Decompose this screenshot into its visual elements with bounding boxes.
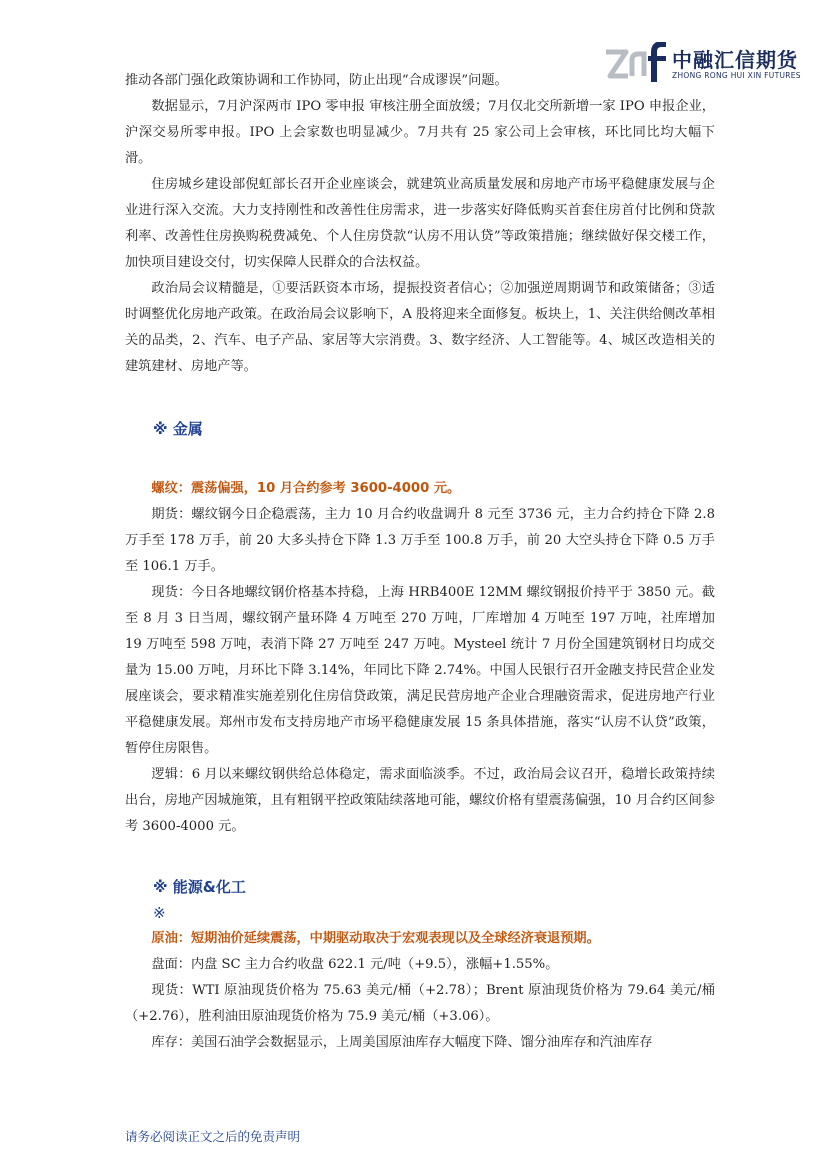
macro-paragraph-2: 数据显示，7月沪深两市 IPO 零申报 审核注册全面放缓；7月仅北交所新增一家 IPO 申报企业，沪深交易所零申报。IPO 上会家数也明显减少。7月共有 25 家公司上会审核，环比同比均大幅下滑。	[125, 99, 715, 166]
macro-paragraph-1: 推动各部门强化政策协调和工作协同，防止出现“合成谬误”问题。	[125, 73, 508, 88]
crude-market-paragraph: 盘面：内盘 SC 主力合约收盘 622.1 元/吨（+9.5），涨幅+1.55%。	[151, 957, 559, 972]
report-body	[125, 68, 715, 1056]
logo-chinese-name: 中融汇信期货	[672, 48, 798, 72]
macro-paragraph-3: 住房城乡建设部倪虹部长召开企业座谈会，就建筑业高质量发展和房地产市场平稳健康发展与企业进行深入交流。大力支持刚性和改善性住房需求，进一步落实好降低购买首套住房首付比例和贷款利率、改善性住房换购税费减免、个人住房贷款“认房不用认贷”等政策措施；继续做好保交楼工作，加快项目建设交付，切实保障人民群众的合法权益。	[125, 177, 715, 270]
logo-english-name: ZHONG RONG HUI XIN FUTURES	[672, 71, 801, 80]
footer-disclaimer: 请务必阅读正文之后的免责声明	[125, 1129, 301, 1144]
rebar-futures-paragraph: 期货：螺纹钢今日企稳震荡，主力 10 月合约收盘调升 8 元至 3736 元，主力合约持仓下降 2.8 万手至 178 万手，前 20 大多头持仓下降 1.3 万手至 100.8 万手，前 20 大空头持仓下降 0.5 万手至 106.1 万手。	[125, 507, 715, 574]
crude-spot-paragraph: 现货：WTI 原油现货价格为 75.63 美元/桶（+2.78）；Brent 原油现货价格为 79.64 美元/桶（+2.76），胜利油田原油现货价格为 75.9 美元/桶（+3.06）。	[125, 983, 715, 1024]
rebar-headline: 螺纹：震荡偏强，10 月合约参考 3600-4000 元。	[151, 481, 461, 496]
section-symbol: ※	[153, 904, 166, 922]
crude-inventory-paragraph: 库存：美国石油学会数据显示，上周美国原油库存大幅度下降、馏分油库存和汽油库存	[151, 1035, 653, 1050]
crude-headline: 原油：短期油价延续震荡，中期驱动取决于宏观表现以及全球经济衰退预期。	[151, 931, 600, 946]
section-title-energy: ※ 能源&化工	[153, 878, 246, 896]
section-title-metal: ※ 金属	[153, 420, 203, 438]
macro-paragraph-4: 政治局会议精髓是，①要活跃资本市场，提振投资者信心；②加强逆周期调节和政策储备；③适时调整优化房地产政策。在政治局会议影响下，A 股将迎来全面修复。板块上，1、关注供给侧改革相关的品类，2、汽车、电子产品、家居等大宗消费。3、数字经济、人工智能等。4、城区改造相关的建筑建材、房地产等。	[125, 281, 715, 374]
rebar-logic-paragraph: 逻辑：6 月以来螺纹钢供给总体稳定，需求面临淡季。不过，政治局会议召开，稳增长政策持续出台，房地产因城施策，且有粗钢平控政策陆续落地可能，螺纹价格有望震荡偏强，10 月合约区间参考 3600-4000 元。	[125, 767, 715, 834]
rebar-spot-paragraph: 现货：今日各地螺纹钢价格基本持稳，上海 HRB400E 12MM 螺纹钢报价持平于 3850 元。截至 8 月 3 日当周，螺纹钢产量环降 4 万吨至 270 万吨，厂库增加 4 万吨至 197 万吨，社库增加 19 万吨至 598 万吨，表消下降 27 万吨至 247 万吨。Mysteel 统计 7 月份全国建筑钢材日均成交量为 15.00 万吨，月环比下降 3.14%，年同比下降 2.74%。中国人民银行召开金融支持民营企业发展座谈会，要求精准实施差别化住房信贷政策，满足民营房地产企业合理融资需求，促进房地产行业平稳健康发展。郑州市发布支持房地产市场平稳健康发展 15 条具体措施，落实“认房不认贷”政策，暂停住房限售。	[125, 585, 715, 756]
